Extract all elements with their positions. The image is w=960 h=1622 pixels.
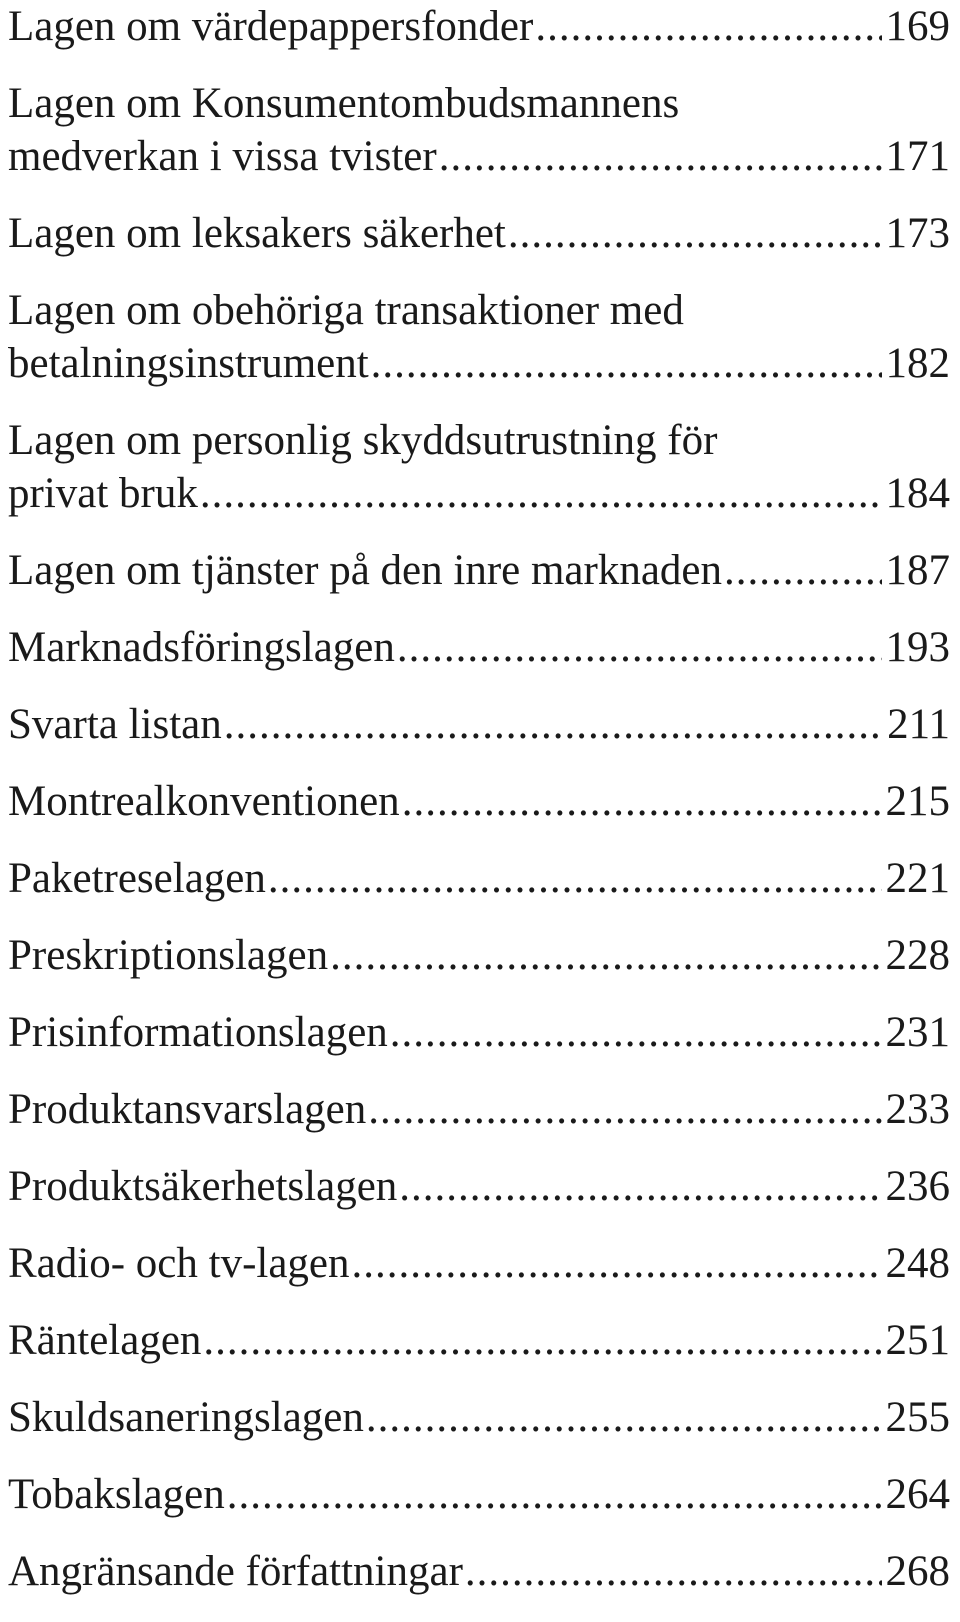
toc-entry-page: 251 [885, 1317, 950, 1364]
toc-entry-title: Produktansvarslagen [8, 1086, 367, 1133]
toc-entry-title: Montrealkonventionen [8, 778, 400, 825]
dot-leader [439, 130, 882, 183]
toc-entry-page: 248 [885, 1240, 950, 1287]
toc-entry-title: Skuldsaneringslagen [8, 1394, 364, 1441]
toc-entry[interactable] [8, 852, 950, 905]
toc-entry-title: Lagen om tjänster på den inre marknaden [8, 547, 722, 594]
dot-leader [397, 621, 882, 674]
toc-entry[interactable] [8, 284, 950, 390]
toc-entry-title: Prisinformationslagen [8, 1009, 388, 1056]
toc-entry-title: Lagen om leksakers säkerhet [8, 210, 506, 257]
toc-entry[interactable] [8, 1391, 950, 1444]
toc-entry[interactable] [8, 775, 950, 828]
toc-entry-page: 268 [885, 1548, 950, 1595]
toc-entry[interactable] [8, 929, 950, 982]
toc-entry-page: 171 [885, 133, 950, 180]
toc-entry-page: 236 [885, 1163, 950, 1210]
dot-leader [224, 698, 883, 751]
toc-entry-page: 255 [885, 1394, 950, 1441]
toc-entry-page: 211 [887, 701, 950, 748]
toc-entry[interactable] [8, 1468, 950, 1521]
toc-entry-title: Svarta listan [8, 701, 222, 748]
dot-leader [390, 1006, 882, 1059]
dot-leader [399, 1160, 881, 1213]
toc-entry[interactable] [8, 1545, 950, 1598]
toc-entry-page: 184 [885, 470, 950, 517]
toc-entry-page: 169 [885, 3, 950, 50]
toc-entry-title-line2: medverkan i vissa tvister [8, 133, 437, 180]
toc-entry[interactable] [8, 1160, 950, 1213]
toc-entry-page: 187 [885, 547, 950, 594]
toc-entry-title-line1: Lagen om obehöriga transaktioner med [8, 287, 684, 334]
toc-entry-title: Paketreselagen [8, 855, 266, 902]
toc-entry-title: Marknadsföringslagen [8, 624, 395, 671]
toc-entry[interactable] [8, 1314, 950, 1367]
dot-leader [366, 1391, 882, 1444]
toc-entry-title-line2: betalningsinstrument [8, 340, 369, 387]
toc-entry-title: Produktsäkerhetslagen [8, 1163, 398, 1210]
toc-entry-page: 193 [885, 624, 950, 671]
toc-entry-page: 221 [885, 855, 950, 902]
dot-leader [203, 1314, 881, 1367]
toc-entry-title: Preskriptionslagen [8, 932, 329, 979]
toc-entry-title-line1: Lagen om personlig skyddsutrustning för [8, 417, 718, 464]
toc-entry-page: 182 [885, 340, 950, 387]
dot-leader [724, 544, 882, 597]
toc-entry-page: 264 [885, 1471, 950, 1518]
toc-entry[interactable] [8, 0, 950, 53]
toc-entry[interactable] [8, 77, 950, 183]
dot-leader [200, 467, 882, 520]
toc-entry[interactable] [8, 1006, 950, 1059]
toc-entry-title: Radio- och tv-lagen [8, 1240, 350, 1287]
dot-leader [508, 207, 882, 260]
dot-leader [402, 775, 882, 828]
toc-entry[interactable] [8, 1083, 950, 1136]
dot-leader [368, 1083, 881, 1136]
toc-entry-page: 231 [885, 1009, 950, 1056]
toc-entry-title: Lagen om värdepappersfonder [8, 3, 534, 50]
toc-entry-title-line2: privat bruk [8, 470, 198, 517]
toc-entry[interactable] [8, 207, 950, 260]
toc-entry[interactable] [8, 621, 950, 674]
toc-entry[interactable] [8, 414, 950, 520]
toc-entry-page: 173 [885, 210, 950, 257]
dot-leader [352, 1237, 882, 1290]
toc-entry-title: Tobakslagen [8, 1471, 225, 1518]
dot-leader [227, 1468, 882, 1521]
toc-entry-title: Angränsande författningar [8, 1548, 463, 1595]
dot-leader [535, 0, 881, 53]
toc-entry[interactable] [8, 544, 950, 597]
toc-entry-page: 215 [885, 778, 950, 825]
toc-entry[interactable] [8, 698, 950, 751]
dot-leader [268, 852, 882, 905]
dot-leader [465, 1545, 882, 1598]
toc-entry-title-line1: Lagen om Konsumentombudsmannens [8, 80, 680, 127]
dot-leader [371, 337, 882, 390]
toc-entry-title: Räntelagen [8, 1317, 202, 1364]
toc-entry[interactable] [8, 1237, 950, 1290]
table-of-contents [8, 0, 950, 1622]
toc-entry-page: 228 [885, 932, 950, 979]
toc-entry-page: 233 [885, 1086, 950, 1133]
dot-leader [330, 929, 881, 982]
